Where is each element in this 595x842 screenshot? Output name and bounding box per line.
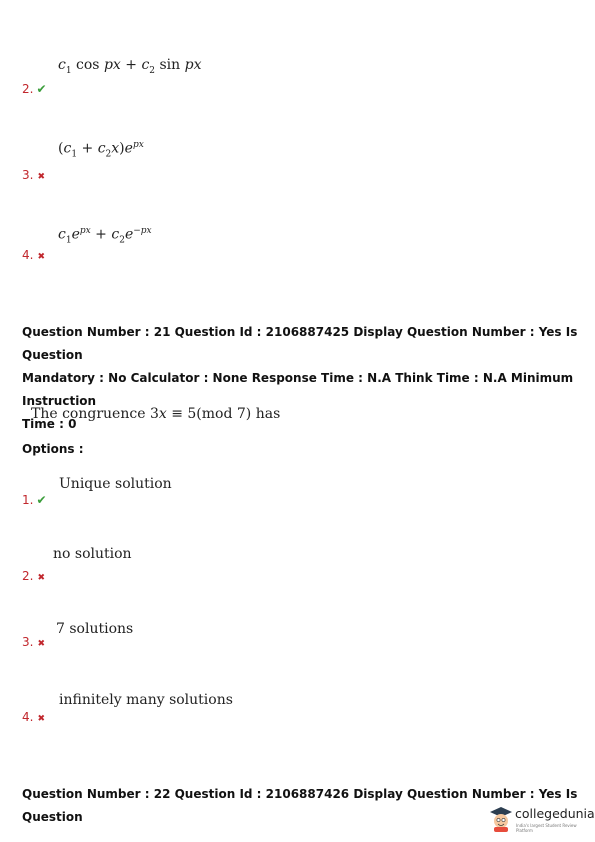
check-icon: ✔: [36, 82, 47, 96]
option-number: 4.: [22, 248, 34, 262]
prev-option-4-marker: [22, 244, 45, 263]
option-number: 2.: [22, 569, 34, 583]
cross-icon: ✖: [37, 573, 45, 583]
option-1-text: Unique solution: [59, 476, 172, 492]
option-4-marker: [22, 706, 45, 725]
cross-icon: ✖: [37, 172, 45, 182]
brand-name: collegedunia: [515, 806, 595, 821]
prev-option-4-expression: $c_1e^{px} + c_2e^{-px}$: [58, 226, 152, 246]
prev-option-2-marker: [22, 78, 47, 97]
prev-option-2-expression: $c_1$ cos px + $c_2$ sin px: [58, 57, 202, 76]
cross-icon: ✖: [37, 639, 45, 649]
meta-line-1: Question Number : 21 Question Id : 2106887425 Display Question Number : Yes Is Question: [22, 325, 578, 362]
option-number: 1.: [22, 493, 34, 507]
check-icon: ✔: [36, 493, 47, 507]
question-21-text: [31, 406, 280, 422]
prev-option-3-marker: [22, 164, 45, 183]
option-number: 4.: [22, 710, 34, 724]
prev-option-3-expression: $(c_1 + c_2x)e^{px}$: [58, 140, 144, 160]
option-2-text: no solution: [53, 546, 132, 562]
meta-line-3: Time : 0: [22, 417, 77, 431]
question-text-prefix: The congruence: [31, 406, 146, 422]
cross-icon: ✖: [37, 252, 45, 262]
option-number: 3.: [22, 168, 34, 182]
question-text-suffix: has: [255, 406, 281, 422]
question-text-math: 3x ≡ 5(mod 7): [149, 406, 252, 422]
cross-icon: ✖: [37, 714, 45, 724]
meta-line-2: Mandatory : No Calculator : None Response Time : N.A Think Time : N.A Minimum Instruction: [22, 371, 574, 408]
option-3-marker: [22, 631, 45, 650]
graduate-mascot-icon: [488, 804, 514, 832]
option-1-marker: [22, 489, 47, 508]
option-number: 2.: [22, 82, 34, 96]
option-number: 3.: [22, 635, 34, 649]
options-label: Options :: [22, 442, 84, 456]
option-2-marker: [22, 565, 45, 584]
option-4-text: infinitely many solutions: [59, 692, 233, 708]
option-3-text: 7 solutions: [56, 621, 134, 637]
question-22-meta: Question Number : 22 Question Id : 2106887426 Display Question Number : Yes Is Question: [22, 787, 578, 824]
brand-tagline: India's largest Student Review Platform: [516, 823, 577, 833]
collegedunia-logo: [488, 802, 595, 836]
